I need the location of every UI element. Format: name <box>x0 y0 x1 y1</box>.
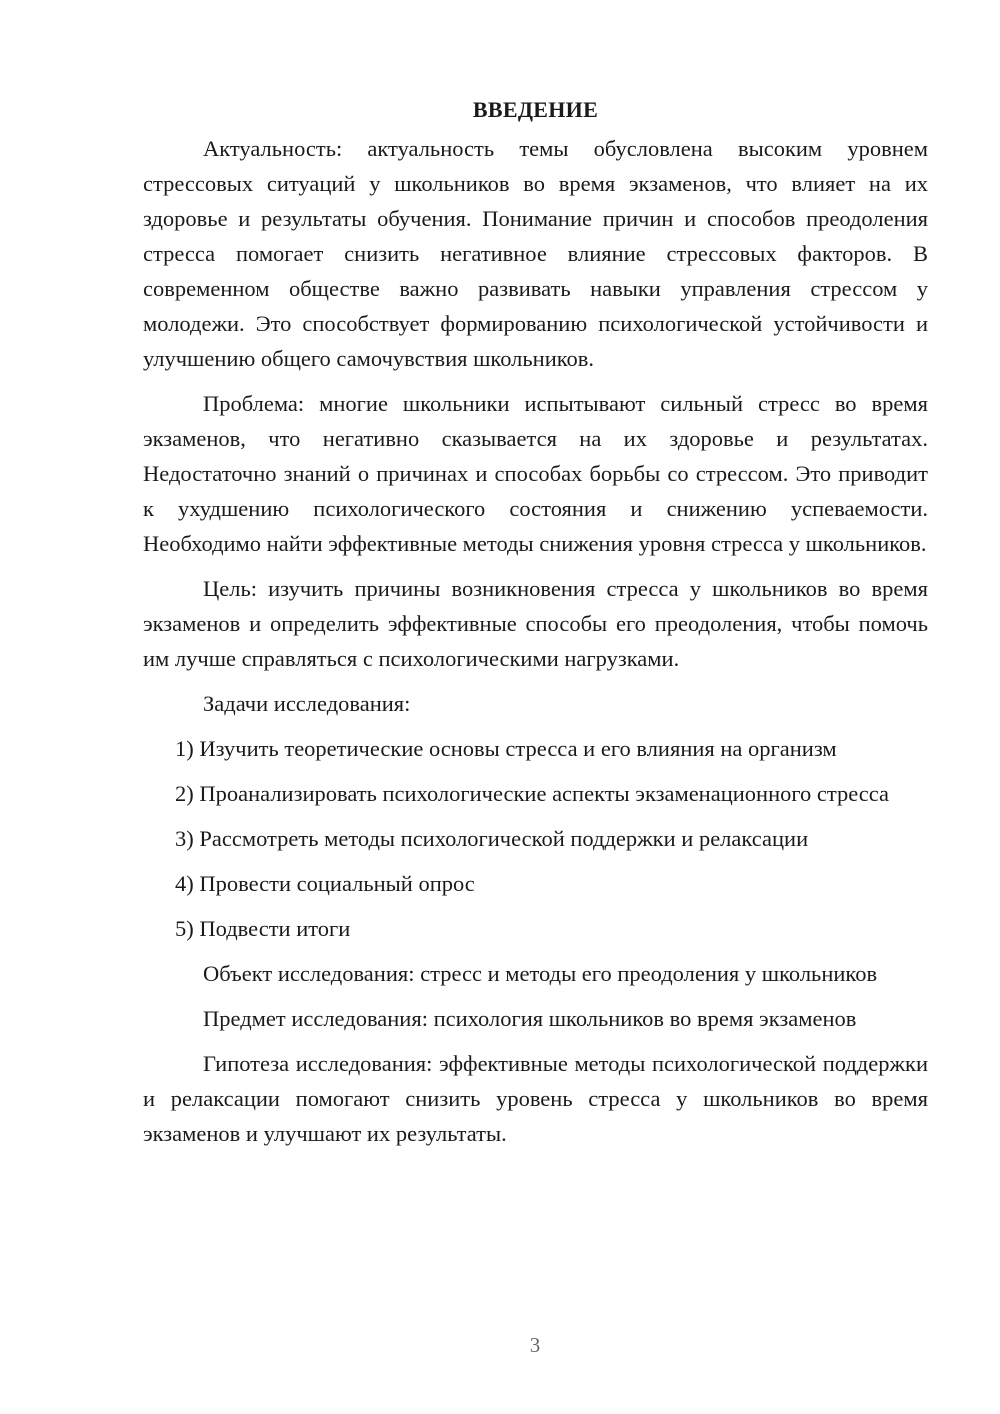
task-item-2: 2) Проанализировать психологические аспекты экзаменационного стресса <box>175 781 890 806</box>
relevance-paragraph: Актуальность: актуальность темы обусловлена высоким уровнем стрессовых ситуаций у школьников во время экзаменов, что влияет на их здоровье и результаты обучения. Понимание причин и способов преодоления стресса помогает снизить негативное влияние стрессовых факторов. В современном обществе важно развивать навыки управления стрессом у молодежи. Это способствует формированию психологической устойчивости и улучшению общего самочувствия школьников. <box>143 136 928 371</box>
task-item-3: 3) Рассмотреть методы психологической поддержки и релаксации <box>175 826 809 851</box>
page-number: 3 <box>529 1333 541 1357</box>
subject-paragraph: Предмет исследования: психология школьников во время экзаменов <box>203 1006 857 1031</box>
document-page <box>143 95 928 1161</box>
tasks-title: Задачи исследования: <box>203 691 411 716</box>
task-item-5: 5) Подвести итоги <box>175 916 351 941</box>
object-paragraph: Объект исследования: стресс и методы его преодоления у школьников <box>203 961 878 986</box>
page-title: ВВЕДЕНИЕ <box>472 97 599 122</box>
goal-paragraph: Цель: изучить причины возникновения стресса у школьников во время экзаменов и определить эффективные способы его преодоления, чтобы помочь им лучше справляться с психологическими нагрузками. <box>143 576 928 671</box>
hypothesis-paragraph: Гипотеза исследования: эффективные методы психологической поддержки и релаксации помогают снизить уровень стресса у школьников во время экзаменов и улучшают их результаты. <box>143 1051 928 1146</box>
problem-paragraph: Проблема: многие школьники испытывают сильный стресс во время экзаменов, что негативно сказывается на их здоровье и результатах. Недостаточно знаний о причинах и способах борьбы со стрессом. Это приводит к ухудшению психологического состояния и снижению успеваемости. Необходимо найти эффективные методы снижения уровня стресса у школьников. <box>143 391 928 556</box>
task-item-1: 1) Изучить теоретические основы стресса и его влияния на организм <box>175 736 837 761</box>
task-item-4: 4) Провести социальный опрос <box>175 871 475 896</box>
